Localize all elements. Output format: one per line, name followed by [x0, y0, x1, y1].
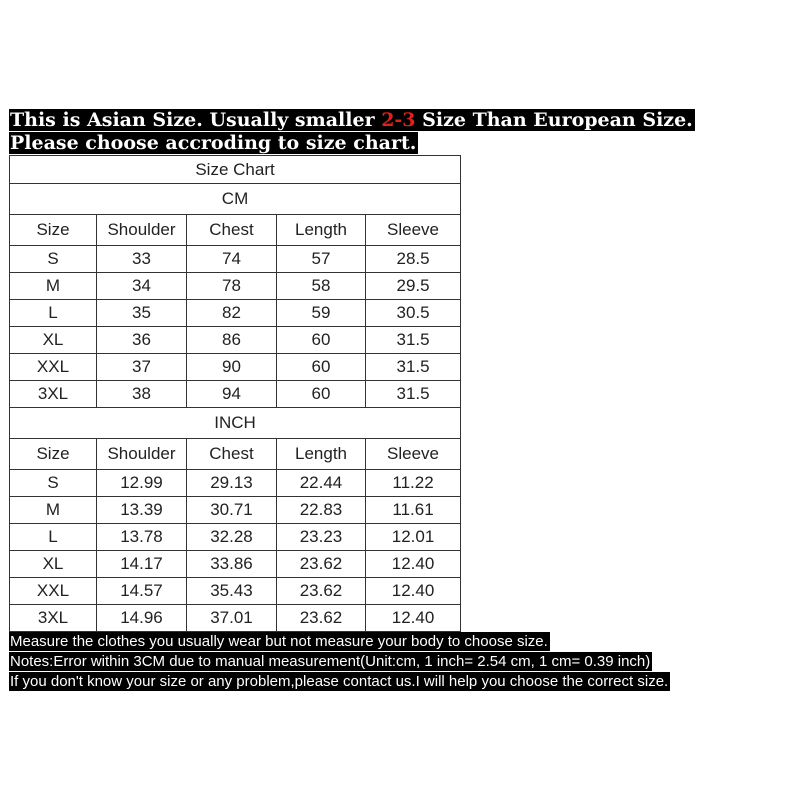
table-cell: 12.40: [366, 551, 461, 578]
table-cell: 14.96: [97, 605, 187, 632]
table-cell: 35.43: [187, 578, 277, 605]
table-cell: 23.62: [277, 551, 366, 578]
table-cell: 22.83: [277, 497, 366, 524]
table-row: [10, 497, 461, 524]
table-cell: 23.62: [277, 578, 366, 605]
table-cell: 23.23: [277, 524, 366, 551]
size-chart-table: [9, 155, 461, 632]
table-cell: 12.99: [97, 470, 187, 497]
asian-size-notice: [9, 109, 695, 131]
table-cell: 32.28: [187, 524, 277, 551]
table-cell: 11.61: [366, 497, 461, 524]
table-cell: 12.40: [366, 605, 461, 632]
table-cell: 94: [187, 381, 277, 408]
table-cell: 30.5: [366, 300, 461, 327]
table-cell: 11.22: [366, 470, 461, 497]
table-cell: 13.78: [97, 524, 187, 551]
table-cell: XXL: [10, 354, 97, 381]
table-cell: 14.57: [97, 578, 187, 605]
inch-header-row: [10, 439, 461, 470]
cm-unit-row: [10, 184, 461, 215]
table-cell: 3XL: [10, 381, 97, 408]
column-header: Sleeve: [366, 439, 461, 470]
table-cell: 86: [187, 327, 277, 354]
table-cell: 34: [97, 273, 187, 300]
column-header: Size: [10, 439, 97, 470]
table-cell: 35: [97, 300, 187, 327]
table-cell: 23.62: [277, 605, 366, 632]
measure-note: Measure the clothes you usually wear but not measure your body to choose size.: [10, 633, 548, 650]
table-cell: 31.5: [366, 354, 461, 381]
table-cell: 12.01: [366, 524, 461, 551]
table-cell: 74: [187, 246, 277, 273]
table-cell: 28.5: [366, 246, 461, 273]
table-cell: XL: [10, 327, 97, 354]
column-header: Shoulder: [97, 215, 187, 246]
table-cell: 14.17: [97, 551, 187, 578]
choose-size-notice: Please choose accroding to size chart.: [10, 132, 417, 154]
cm-unit-label: CM: [10, 184, 461, 215]
table-cell: 29.13: [187, 470, 277, 497]
table-cell: XXL: [10, 578, 97, 605]
inch-unit-row: [10, 408, 461, 439]
table-cell: M: [10, 273, 97, 300]
table-cell: 3XL: [10, 605, 97, 632]
column-header: Shoulder: [97, 439, 187, 470]
table-cell: M: [10, 497, 97, 524]
column-header: Size: [10, 215, 97, 246]
error-note: Notes:Error within 3CM due to manual measurement(Unit:cm, 1 inch= 2.54 cm, 1 cm= 0.39 inch): [10, 653, 651, 670]
table-row: [10, 605, 461, 632]
contact-note: If you don't know your size or any problem,please contact us.I will help you choose the correct size.: [10, 673, 669, 690]
table-cell: 29.5: [366, 273, 461, 300]
table-cell: 31.5: [366, 327, 461, 354]
table-cell: 13.39: [97, 497, 187, 524]
table-row: [10, 381, 461, 408]
table-cell: 59: [277, 300, 366, 327]
table-cell: 33: [97, 246, 187, 273]
table-cell: 38: [97, 381, 187, 408]
table-cell: 57: [277, 246, 366, 273]
inch-unit-label: INCH: [10, 408, 461, 439]
table-cell: 90: [187, 354, 277, 381]
table-cell: 37.01: [187, 605, 277, 632]
table-cell: L: [10, 524, 97, 551]
table-cell: 36: [97, 327, 187, 354]
size-chart-body: [10, 156, 461, 632]
table-row: [10, 524, 461, 551]
column-header: Length: [277, 439, 366, 470]
table-cell: 78: [187, 273, 277, 300]
table-cell: XL: [10, 551, 97, 578]
column-header: Chest: [187, 215, 277, 246]
notice-prefix: This is Asian Size. Usually smaller: [10, 109, 382, 131]
table-cell: 58: [277, 273, 366, 300]
table-row: [10, 327, 461, 354]
table-title-row: [10, 156, 461, 184]
table-cell: 60: [277, 381, 366, 408]
column-header: Chest: [187, 439, 277, 470]
table-cell: 60: [277, 354, 366, 381]
cm-header-row: [10, 215, 461, 246]
table-cell: S: [10, 470, 97, 497]
table-row: [10, 470, 461, 497]
table-row: [10, 578, 461, 605]
table-row: [10, 273, 461, 300]
table-row: [10, 246, 461, 273]
table-cell: 33.86: [187, 551, 277, 578]
table-cell: 31.5: [366, 381, 461, 408]
column-header: Length: [277, 215, 366, 246]
table-cell: S: [10, 246, 97, 273]
table-cell: 12.40: [366, 578, 461, 605]
table-row: [10, 551, 461, 578]
table-row: [10, 354, 461, 381]
column-header: Sleeve: [366, 215, 461, 246]
table-cell: 37: [97, 354, 187, 381]
table-cell: 82: [187, 300, 277, 327]
table-row: [10, 300, 461, 327]
table-cell: L: [10, 300, 97, 327]
table-cell: 30.71: [187, 497, 277, 524]
table-cell: 22.44: [277, 470, 366, 497]
size-difference-highlight: 2-3: [381, 109, 416, 131]
table-cell: 60: [277, 327, 366, 354]
table-title: Size Chart: [10, 156, 461, 184]
notice-suffix: Size Than European Size.: [415, 109, 693, 131]
